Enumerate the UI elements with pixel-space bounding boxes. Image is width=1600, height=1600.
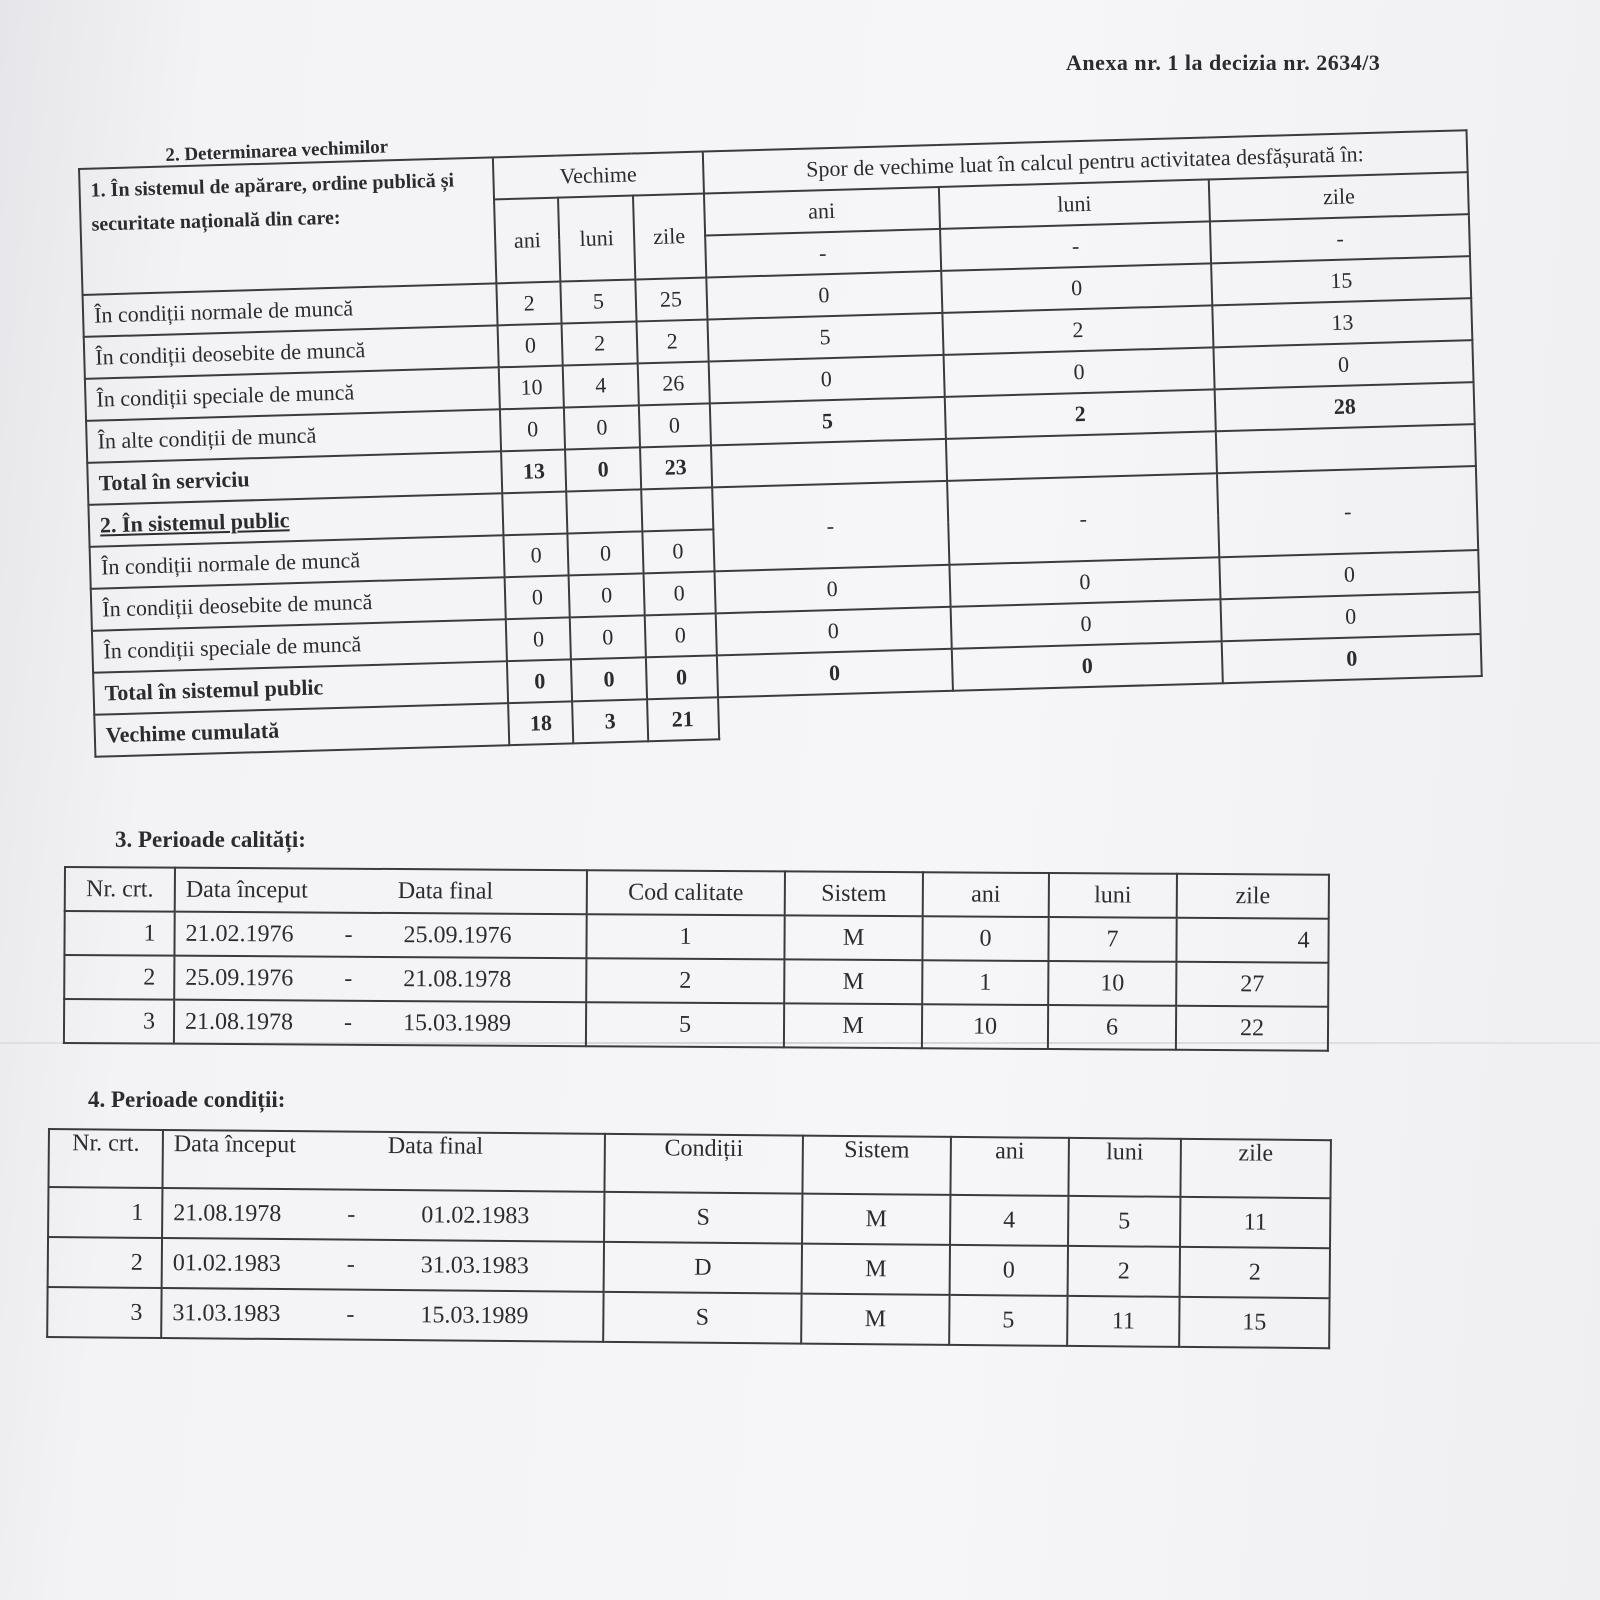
cell: 1: [586, 914, 784, 959]
header-cell: luni: [1068, 1138, 1181, 1197]
date-range: 31.03.1983 - 15.03.1989: [161, 1288, 603, 1342]
cell: 0: [642, 529, 714, 573]
cell: 0: [505, 575, 571, 619]
cell: 23: [640, 445, 712, 489]
header-cell: Sistem: [785, 871, 923, 916]
cell: 5: [707, 313, 943, 362]
date-range: 21.02.1976 - 25.09.1976: [174, 912, 586, 959]
date-range: 25.09.1976 - 21.08.1978: [174, 956, 586, 1003]
cell: D: [604, 1242, 802, 1294]
cell: 26: [637, 361, 709, 405]
cell: 0: [568, 531, 643, 575]
spor-col-ani: ani: [703, 187, 939, 236]
seniority-table: [78, 129, 1484, 758]
cell: 0: [708, 355, 944, 404]
cell: 0: [564, 405, 639, 449]
cell: 0: [941, 263, 1213, 313]
cell: 5: [561, 279, 636, 323]
cell: M: [784, 959, 922, 1004]
cell: 15: [1179, 1297, 1329, 1348]
cell: 5: [586, 1002, 784, 1047]
spor-placeholder: -: [940, 221, 1212, 271]
cell: 2: [64, 955, 174, 1000]
cell: 11: [1180, 1197, 1330, 1248]
spor-placeholder: -: [705, 229, 941, 278]
cell: 28: [1215, 382, 1475, 431]
row-label: În condiții speciale de muncă: [85, 367, 500, 421]
start-date: 21.08.1978: [184, 1008, 294, 1035]
row-label: În condiții deosebite de muncă: [84, 325, 499, 379]
annex-reference: Anexa nr. 1 la decizia nr. 2634/3: [1066, 50, 1381, 75]
date-range: 01.02.1983 - 31.03.1983: [162, 1238, 604, 1292]
table-row: [64, 911, 1328, 963]
cell: 18: [508, 701, 574, 745]
cell: 2: [562, 321, 637, 365]
col-luni: luni: [558, 196, 634, 282]
header-cell: Cod calitate: [587, 870, 785, 915]
cell: 13: [501, 449, 567, 493]
header-cell: Data final: [387, 1132, 484, 1160]
cell: 0: [922, 916, 1048, 961]
cell: M: [784, 915, 922, 960]
start-date: 31.03.1983: [172, 1299, 281, 1327]
cell: 2: [48, 1237, 162, 1288]
public-system-heading: 2. În sistemul public: [99, 507, 290, 538]
cell: 0: [1220, 550, 1480, 599]
cell: S: [603, 1292, 801, 1344]
cell: 0: [507, 659, 573, 703]
spor-col-zile: zile: [1209, 172, 1469, 221]
cell: 0: [943, 347, 1215, 397]
cell: 10: [922, 1004, 1048, 1049]
start-date: 21.02.1976: [185, 920, 294, 947]
spor-header: Spor de vechime luat în calcul pentru activitatea desfășurată în:: [702, 130, 1467, 193]
date-headers: [162, 1130, 604, 1192]
header-cell: ani: [950, 1137, 1069, 1196]
defense-system-group-label: 1. În sistemul de apărare, ordine publică și securitate națională din care:: [79, 157, 496, 295]
cell: 0: [571, 657, 646, 701]
cell: 5: [1068, 1196, 1180, 1247]
cell: 0: [638, 403, 710, 447]
cell: 25: [635, 278, 707, 322]
cell: M: [784, 1003, 922, 1048]
cell: 27: [1176, 962, 1328, 1007]
cell: 15: [1211, 256, 1471, 305]
row-label: În condiții speciale de muncă: [92, 619, 507, 673]
cell: 0: [644, 613, 716, 657]
cell: 0: [950, 599, 1222, 649]
cell: 0: [500, 408, 566, 452]
cell: 3: [47, 1287, 161, 1338]
cell: 10: [499, 366, 565, 410]
qualities-table: [63, 866, 1330, 1052]
cell: M: [801, 1294, 949, 1345]
cell: 10: [1048, 961, 1176, 1006]
table-row: [64, 955, 1328, 1007]
cell: 0: [714, 565, 950, 614]
row-label: În alte condiții de muncă: [86, 409, 501, 463]
vechime-header: Vechime: [493, 152, 704, 200]
cell: 4: [563, 363, 638, 407]
spor-col-luni: luni: [939, 179, 1211, 229]
cell: 0: [1222, 634, 1482, 683]
table-row: [47, 1287, 1329, 1348]
date-range: 21.08.1978 - 15.03.1989: [174, 1000, 586, 1047]
cell: 22: [1176, 1006, 1328, 1051]
end-date: 21.08.1978: [403, 965, 512, 993]
header-cell: Sistem: [802, 1136, 951, 1195]
cell: [710, 439, 946, 488]
cell: 7: [1048, 917, 1176, 962]
total-public-label: Total în sistemul public: [93, 661, 508, 715]
end-date: 15.03.1989: [402, 1009, 512, 1037]
cell: 2: [636, 319, 708, 363]
cell: 13: [1213, 298, 1473, 347]
date-headers: [175, 868, 587, 915]
cell: 4: [950, 1195, 1068, 1246]
section-2-title: 2. Determinarea vechimilor: [165, 136, 389, 166]
cell: 5: [949, 1295, 1067, 1346]
cell: 0: [706, 271, 942, 320]
cell: 0: [716, 649, 952, 698]
row-label: În condiții normale de muncă: [90, 535, 505, 589]
cell: 0: [950, 1245, 1068, 1296]
end-date: 31.03.1983: [420, 1251, 529, 1279]
spor-placeholder: -: [1217, 466, 1478, 557]
cell: 0: [643, 571, 715, 615]
cell: 2: [1180, 1247, 1330, 1298]
row-label: În condiții normale de muncă: [83, 283, 498, 337]
cell: 0: [645, 655, 717, 699]
cell: 0: [498, 324, 564, 368]
col-zile: zile: [633, 194, 706, 280]
cell: 0: [569, 573, 644, 617]
header-cell: Nr. crt.: [48, 1129, 163, 1188]
table-row: [64, 999, 1328, 1051]
cell: [1216, 424, 1476, 473]
cell: 1: [922, 960, 1048, 1005]
vechime-cumulata-label: Vechime cumulată: [94, 703, 509, 757]
cell: S: [604, 1192, 802, 1244]
spor-placeholder: -: [1210, 214, 1470, 263]
cell: 0: [715, 607, 951, 656]
cell: 0: [570, 615, 645, 659]
cell: 0: [1221, 592, 1481, 641]
cell: 0: [566, 447, 641, 491]
header-cell: Data început: [185, 876, 308, 903]
cell: 4: [1176, 918, 1328, 963]
section-4-title: 4. Perioade condiții:: [88, 1087, 286, 1112]
spor-placeholder: -: [947, 473, 1220, 565]
header-cell: luni: [1049, 873, 1177, 918]
header-cell: Condiții: [604, 1134, 802, 1194]
end-date: 15.03.1989: [420, 1301, 529, 1329]
cell: 5: [709, 397, 945, 446]
total-serviciu-label: Total în serviciu: [87, 451, 502, 505]
cell: M: [802, 1194, 950, 1245]
spor-placeholder: -: [712, 481, 949, 572]
cell: 0: [951, 641, 1223, 691]
header-cell: zile: [1180, 1139, 1331, 1198]
header-cell: ani: [923, 872, 1049, 917]
end-date: 25.09.1976: [403, 921, 512, 949]
header-cell: zile: [1177, 874, 1329, 919]
start-date: 01.02.1983: [172, 1249, 281, 1277]
cell: 1: [64, 911, 174, 956]
cell: 0: [506, 617, 572, 661]
conditions-table: [46, 1128, 1332, 1349]
cell: 3: [64, 999, 174, 1044]
cell: 2: [496, 282, 562, 326]
date-range: 21.08.1978 - 01.02.1983: [162, 1188, 604, 1242]
header-cell: Data final: [397, 877, 494, 905]
cell: [502, 491, 568, 535]
cell: 2: [1068, 1246, 1180, 1297]
cell: 6: [1048, 1005, 1176, 1050]
cell: 2: [942, 305, 1214, 355]
cell: 11: [1067, 1296, 1179, 1347]
row-label: În condiții deosebite de muncă: [91, 577, 506, 631]
header-row: [65, 867, 1329, 919]
end-date: 01.02.1983: [421, 1201, 530, 1229]
cell: 0: [1214, 340, 1474, 389]
cell: 2: [944, 389, 1216, 439]
cell: [567, 489, 642, 533]
cell: 21: [647, 697, 719, 741]
col-ani: ani: [494, 198, 561, 284]
cell: [641, 487, 713, 531]
cell: 0: [503, 533, 569, 577]
header-cell: Data început: [173, 1131, 296, 1159]
cell: M: [802, 1244, 950, 1295]
start-date: 21.08.1978: [173, 1199, 282, 1227]
cell: 2: [586, 958, 784, 1003]
section-3-title: 3. Perioade calități:: [115, 827, 306, 852]
cell: 1: [48, 1187, 162, 1238]
header-cell: Nr. crt.: [65, 867, 175, 912]
cell: 3: [573, 699, 648, 743]
cell: 0: [949, 557, 1221, 607]
start-date: 25.09.1976: [185, 964, 294, 991]
